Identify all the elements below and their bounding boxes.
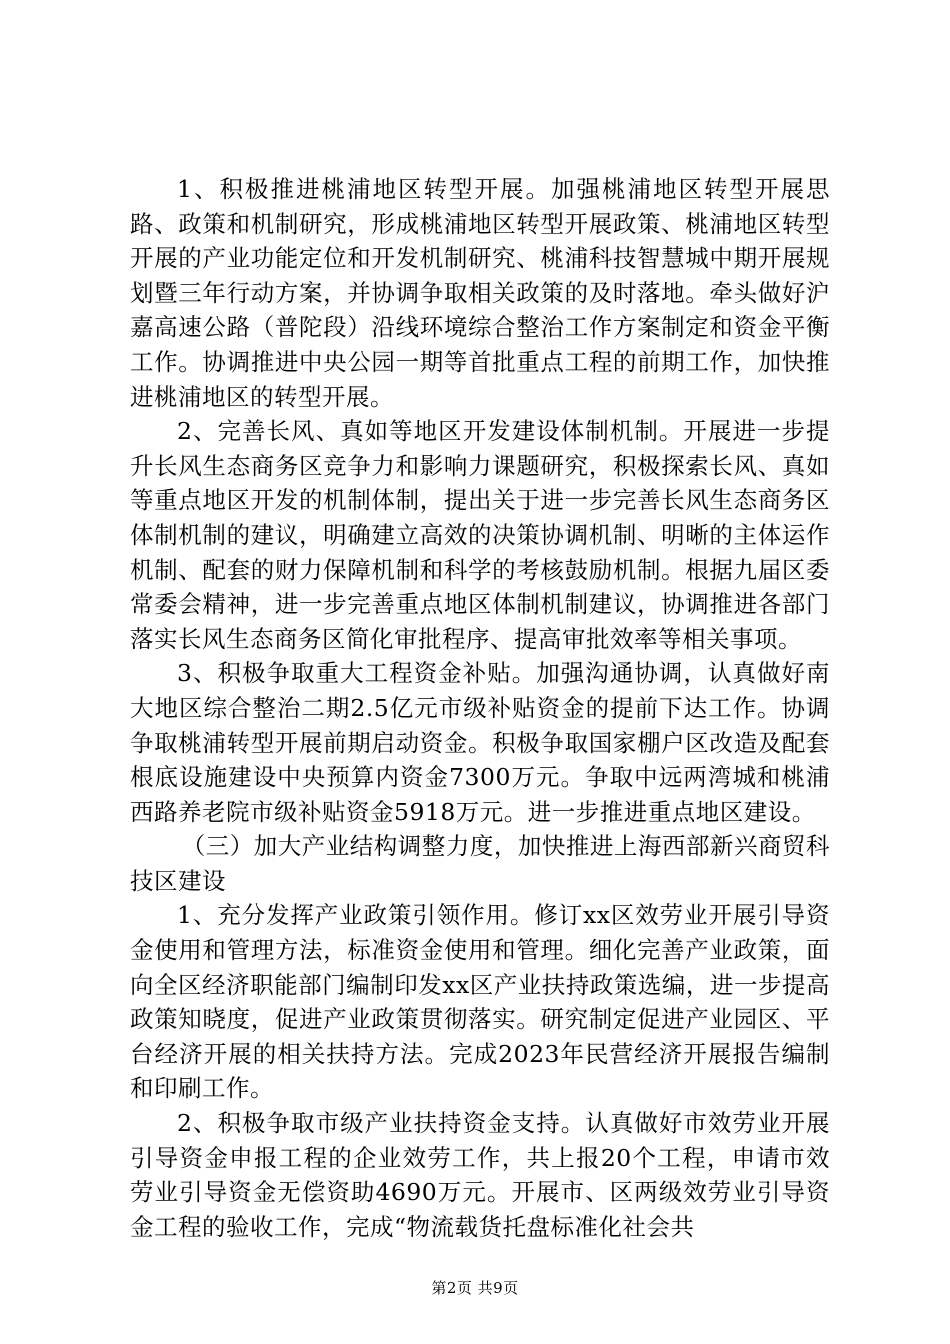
document-body	[130, 172, 830, 1244]
section-heading-industry-structure: （三）加大产业结构调整力度，加快推进上海西部新兴商贸科技区建设	[130, 832, 830, 895]
page-number-footer: 第2页 共9页	[431, 1279, 519, 1297]
paragraph-major-project-subsidy: 3、积极争取重大工程资金补贴。加强沟通协调，认真做好南大地区综合整治二期2.5亿元市级补贴资金的提前下达工作。协调争取桃浦转型开展前期启动资金。积极争取国家棚户区改造及配套根底设施建设中央预算内资金7300万元。争取中远两湾城和桃浦西路养老院市级补贴资金5918万元。进一步推进重点地区建设。	[130, 659, 830, 826]
paragraph-taopu-transformation: 1、积极推进桃浦地区转型开展。加强桃浦地区转型开展思路、政策和机制研究，形成桃浦地区转型开展政策、桃浦地区转型开展的产业功能定位和开发机制研究、桃浦科技智慧城中期开展规划暨三年行动方案，并协调争取相关政策的及时落地。牵头做好沪嘉高速公路（普陀段）沿线环境综合整治工作方案制定和资金平衡工作。协调推进中央公园一期等首批重点工程的前期工作，加快推进桃浦地区的转型开展。	[130, 175, 830, 411]
paragraph-municipal-funding: 2、积极争取市级产业扶持资金支持。认真做好市效劳业开展引导资金申报工程的企业效劳工作，共上报20个工程，申请市效劳业引导资金无偿资助4690万元。开展市、区两级效劳业引导资金工程的验收工作，完成“物流载货托盘标准化社会共	[130, 1109, 830, 1241]
paragraph-industry-policy: 1、充分发挥产业政策引领作用。修订xx区效劳业开展引导资金使用和管理方法，标准资金使用和管理。细化完善产业政策，面向全区经济职能部门编制印发xx区产业扶持政策选编，进一步提高政策知晓度，促进产业政策贯彻落实。研究制定促进产业园区、平台经济开展的相关扶持方法。完成2023年民营经济开展报告编制和印刷工作。	[130, 901, 830, 1103]
paragraph-changfeng-zhenru-mechanism: 2、完善长风、真如等地区开发建设体制机制。开展进一步提升长风生态商务区竞争力和影响力课题研究，积极探索长风、真如等重点地区开发的机制体制，提出关于进一步完善长风生态商务区体制机制的建议，明确建立高效的决策协调机制、明晰的主体运作机制、配套的财力保障机制和科学的考核鼓励机制。根据九届区委常委会精神，进一步完善重点地区体制机制建议，协调推进各部门落实长风生态商务区简化审批程序、提高审批效率等相关事项。	[130, 417, 830, 653]
